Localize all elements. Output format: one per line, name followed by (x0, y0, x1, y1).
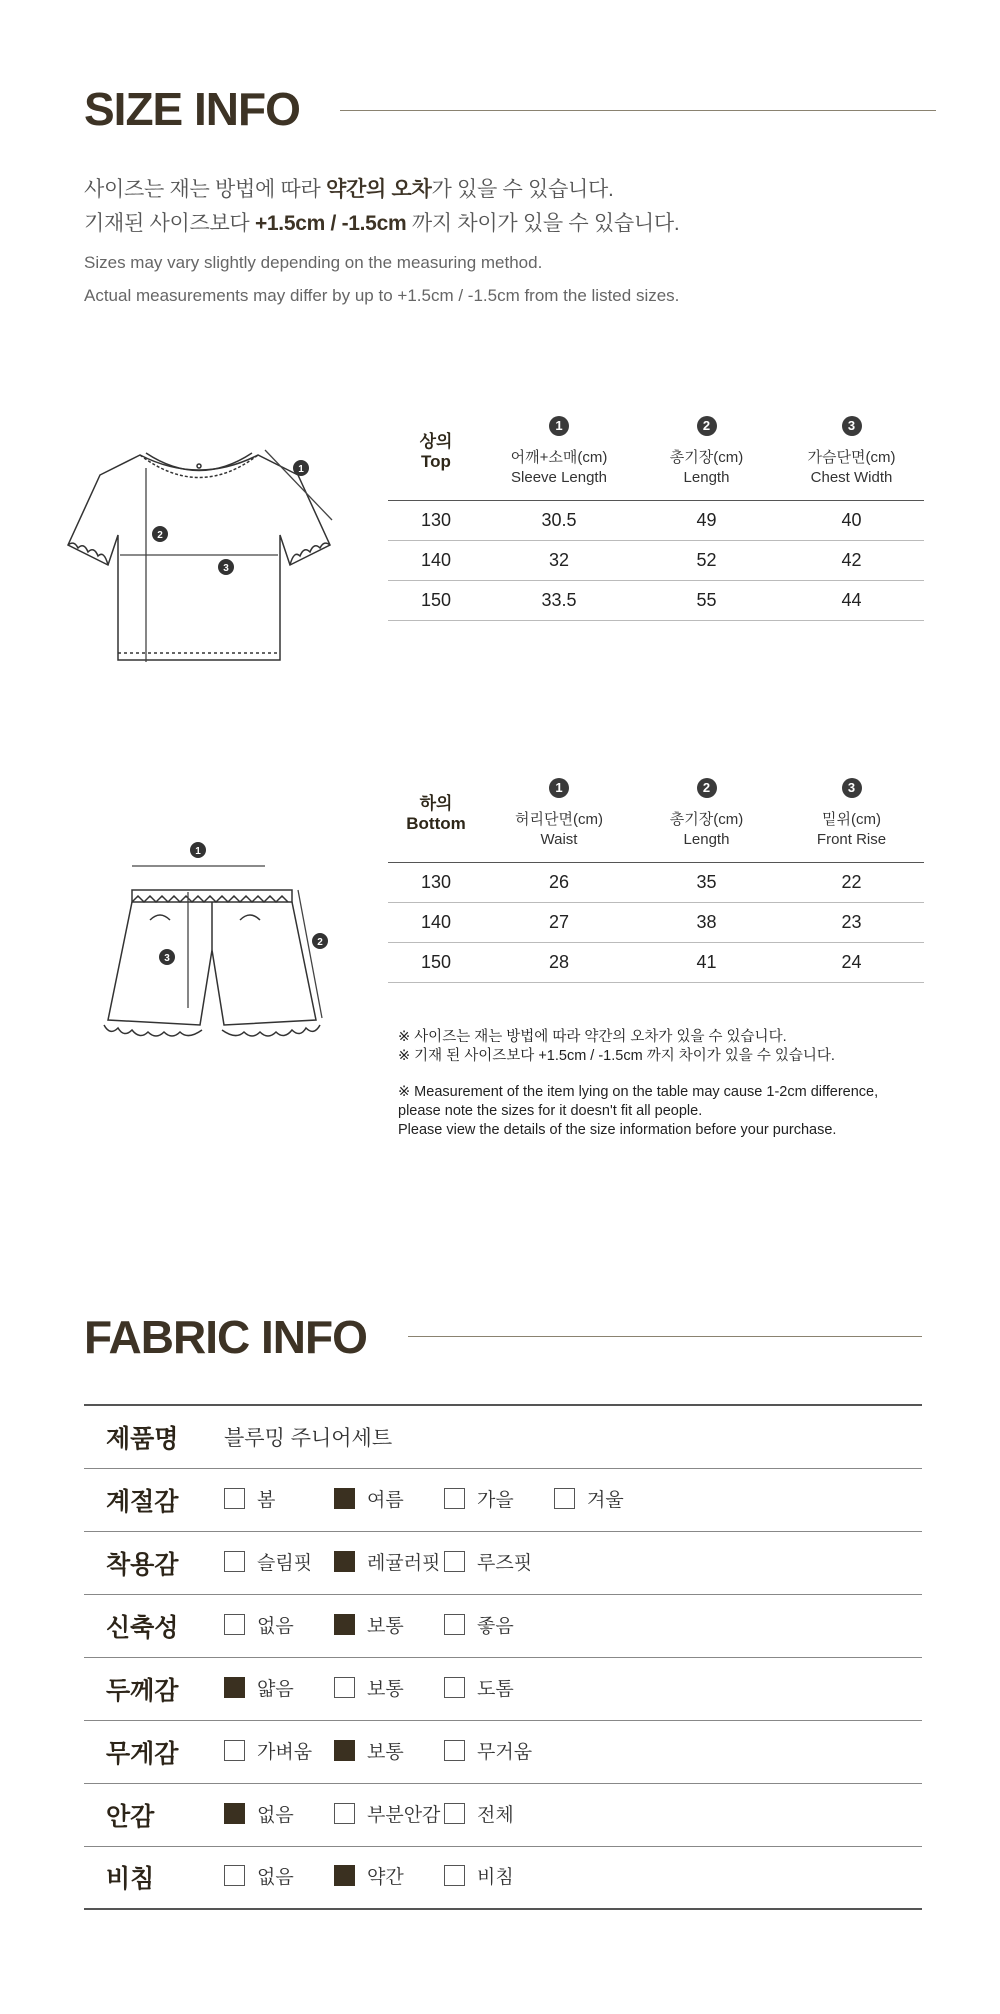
fabric-row (84, 1720, 922, 1783)
diagram-label-1: 1 (298, 464, 304, 475)
value-cell: 22 (779, 863, 924, 903)
fabric-option[interactable] (444, 1674, 554, 1701)
option-label: 보통 (367, 1678, 404, 1700)
value-cell: 38 (634, 903, 779, 943)
fabric-option[interactable] (224, 1800, 334, 1827)
diagram-label-3: 3 (164, 953, 170, 964)
checkbox-checked[interactable] (224, 1803, 245, 1824)
checkbox-unchecked[interactable] (554, 1488, 575, 1509)
checkbox-unchecked[interactable] (224, 1614, 245, 1635)
checkbox-unchecked[interactable] (444, 1488, 465, 1509)
note-line: please note the sizes for it doesn't fit all people. (398, 1103, 703, 1119)
fabric-row (84, 1657, 922, 1720)
fabric-option[interactable] (444, 1862, 554, 1889)
fabric-row (84, 1468, 922, 1531)
col-header-waist (484, 778, 634, 863)
fabric-option[interactable] (444, 1737, 554, 1764)
bottom-garment-diagram (90, 840, 350, 1050)
option-label: 겨울 (587, 1489, 624, 1511)
size-cell: 130 (388, 501, 484, 541)
fabric-options (224, 1783, 922, 1846)
table-row (388, 541, 924, 581)
option-label: 레귤러핏 (367, 1552, 441, 1574)
note-line: ※ Measurement of the item lying on the table may cause 1-2cm difference, (398, 1084, 879, 1100)
value-cell: 35 (634, 863, 779, 903)
checkbox-unchecked[interactable] (334, 1803, 355, 1824)
size-info-rule (340, 110, 936, 111)
col-header-ko: 허리단면(cm) (515, 811, 603, 828)
top-row-header (388, 416, 484, 501)
option-label: 가을 (477, 1489, 514, 1511)
intro-ko-line1 (84, 173, 613, 203)
fabric-table (84, 1404, 922, 1910)
value-cell: 26 (484, 863, 634, 903)
option-label: 보통 (367, 1615, 404, 1637)
table-row (388, 501, 924, 541)
col-number-badge: 2 (697, 416, 717, 436)
checkbox-unchecked[interactable] (224, 1551, 245, 1572)
fabric-row-label: 두께감 (106, 1676, 179, 1705)
option-label: 봄 (257, 1489, 276, 1511)
option-label: 얇음 (257, 1678, 294, 1700)
value-cell: 49 (634, 501, 779, 541)
option-label: 부분안감 (367, 1804, 441, 1826)
option-label: 가벼움 (257, 1741, 313, 1763)
fabric-option[interactable] (224, 1611, 334, 1638)
col-number-badge: 2 (697, 778, 717, 798)
col-header-en: Length (683, 831, 730, 848)
col-header-en: Chest Width (810, 469, 893, 486)
option-label: 없음 (257, 1804, 294, 1826)
option-label: 슬림핏 (257, 1552, 313, 1574)
col-header-en: Sleeve Length (511, 469, 607, 486)
col-header-en: Waist (540, 831, 578, 848)
checkbox-unchecked[interactable] (444, 1865, 465, 1886)
intro-ko-bold: 약간의 오차 (325, 178, 432, 201)
fabric-option[interactable] (444, 1548, 554, 1575)
value-cell: 41 (634, 943, 779, 983)
diagram-label-2: 2 (317, 937, 323, 948)
checkbox-unchecked[interactable] (334, 1677, 355, 1698)
row-header-en: Bottom (406, 814, 466, 833)
notes-en (398, 1083, 878, 1140)
fabric-row (84, 1783, 922, 1846)
fabric-options (224, 1531, 922, 1594)
table-row (388, 943, 924, 983)
checkbox-unchecked[interactable] (444, 1803, 465, 1824)
table-row (388, 903, 924, 943)
top-size-table (388, 416, 924, 621)
option-label: 보통 (367, 1741, 404, 1763)
option-label: 없음 (257, 1615, 294, 1637)
fabric-option[interactable] (334, 1611, 444, 1638)
fabric-row-label: 착용감 (106, 1550, 179, 1579)
note-line: ※ 사이즈는 재는 방법에 따라 약간의 오차가 있을 수 있습니다. (398, 1029, 787, 1045)
value-cell: 27 (484, 903, 634, 943)
col-header-length (634, 778, 779, 863)
fabric-row-label: 비침 (106, 1865, 155, 1894)
value-cell: 32 (484, 541, 634, 581)
option-label: 없음 (257, 1867, 294, 1889)
fabric-options (224, 1468, 922, 1531)
size-info-title: SIZE INFO (84, 83, 300, 135)
col-header-en: Length (683, 469, 730, 486)
checkbox-checked[interactable] (334, 1740, 355, 1761)
size-cell: 150 (388, 581, 484, 621)
fabric-info-title: FABRIC INFO (84, 1311, 367, 1363)
intro-ko-line2 (84, 207, 679, 237)
fabric-option[interactable] (334, 1737, 444, 1764)
bottom-row-header (388, 778, 484, 863)
col-header-en: Front Rise (816, 831, 887, 848)
intro-ko-bold: +1.5cm / -1.5cm (254, 212, 407, 235)
col-header-sleeve (484, 416, 634, 501)
col-header-chest (779, 416, 924, 501)
checkbox-unchecked[interactable] (444, 1677, 465, 1698)
fabric-option[interactable] (224, 1674, 334, 1701)
value-cell: 24 (779, 943, 924, 983)
value-cell: 55 (634, 581, 779, 621)
checkbox-checked[interactable] (334, 1614, 355, 1635)
fabric-option[interactable] (224, 1862, 334, 1889)
col-header-ko: 가슴단면(cm) (807, 449, 896, 466)
notes-ko (398, 1028, 835, 1066)
checkbox-checked[interactable] (334, 1488, 355, 1509)
value-cell: 28 (484, 943, 634, 983)
product-name: 블루밍 주니어세트 (224, 1426, 393, 1450)
fabric-option[interactable] (444, 1611, 554, 1638)
checkbox-checked[interactable] (224, 1677, 245, 1698)
intro-ko-text: 사이즈는 재는 방법에 따라 (84, 178, 326, 201)
fabric-row-label: 무게감 (106, 1739, 179, 1768)
row-header-ko: 하의 (419, 794, 453, 813)
col-header-front-rise (779, 778, 924, 863)
checkbox-checked[interactable] (334, 1865, 355, 1886)
fabric-options (224, 1846, 922, 1909)
option-label: 여름 (367, 1489, 404, 1511)
value-cell: 42 (779, 541, 924, 581)
checkbox-unchecked[interactable] (444, 1614, 465, 1635)
option-label: 좋음 (477, 1615, 514, 1637)
fabric-option[interactable] (444, 1800, 554, 1827)
fabric-row-label: 신축성 (106, 1613, 179, 1642)
note-line: Please view the details of the size information before your purchase. (398, 1122, 837, 1138)
intro-ko-text: 가 있을 수 있습니다. (431, 178, 614, 201)
fabric-row-product (84, 1405, 922, 1468)
size-cell: 140 (388, 903, 484, 943)
col-number-badge: 1 (549, 778, 569, 798)
col-number-badge: 3 (842, 416, 862, 436)
value-cell: 30.5 (484, 501, 634, 541)
diagram-label-3: 3 (223, 563, 229, 574)
option-label: 전체 (477, 1804, 514, 1826)
option-label: 도톰 (477, 1678, 514, 1700)
checkbox-unchecked[interactable] (224, 1488, 245, 1509)
option-label: 무거움 (477, 1741, 533, 1763)
checkbox-unchecked[interactable] (444, 1740, 465, 1761)
row-header-en: Top (421, 452, 451, 471)
intro-ko-text: 기재된 사이즈보다 (84, 212, 255, 235)
fabric-option[interactable] (334, 1800, 444, 1827)
size-cell: 130 (388, 863, 484, 903)
col-header-ko: 밑위(cm) (822, 811, 881, 828)
fabric-row-label: 계절감 (106, 1487, 179, 1516)
table-row (388, 581, 924, 621)
fabric-option[interactable] (334, 1485, 444, 1512)
value-cell: 33.5 (484, 581, 634, 621)
col-header-ko: 총기장(cm) (669, 811, 744, 828)
table-row (388, 863, 924, 903)
col-header-length (634, 416, 779, 501)
option-label: 비침 (477, 1867, 514, 1889)
fabric-row (84, 1846, 922, 1909)
fabric-row-label: 제품명 (106, 1424, 179, 1453)
checkbox-unchecked[interactable] (444, 1551, 465, 1572)
fabric-row (84, 1531, 922, 1594)
fabric-option[interactable] (334, 1862, 444, 1889)
checkbox-unchecked[interactable] (224, 1740, 245, 1761)
fabric-option[interactable] (334, 1674, 444, 1701)
note-line: ※ 기재 된 사이즈보다 +1.5cm / -1.5cm 까지 차이가 있을 수 있습니다. (398, 1048, 835, 1064)
bottom-size-table (388, 778, 924, 983)
col-number-badge: 1 (549, 416, 569, 436)
col-header-ko: 어깨+소매(cm) (510, 449, 608, 466)
col-number-badge: 3 (842, 778, 862, 798)
value-cell: 23 (779, 903, 924, 943)
value-cell: 40 (779, 501, 924, 541)
fabric-row-label: 안감 (106, 1802, 155, 1831)
fabric-option[interactable] (224, 1485, 334, 1512)
fabric-option[interactable] (444, 1485, 554, 1512)
fabric-option[interactable] (334, 1548, 444, 1575)
size-cell: 150 (388, 943, 484, 983)
option-label: 루즈핏 (477, 1552, 533, 1574)
diagram-label-2: 2 (157, 530, 163, 541)
fabric-row (84, 1594, 922, 1657)
fabric-options (224, 1657, 922, 1720)
intro-ko-text: 까지 차이가 있을 수 있습니다. (406, 212, 680, 235)
checkbox-checked[interactable] (334, 1551, 355, 1572)
value-cell: 44 (779, 581, 924, 621)
intro-en-line2: Actual measurements may differ by up to +1.5cm / -1.5cm from the listed sizes. (84, 286, 680, 305)
value-cell: 52 (634, 541, 779, 581)
size-cell: 140 (388, 541, 484, 581)
col-header-ko: 총기장(cm) (669, 449, 744, 466)
fabric-options (224, 1720, 922, 1783)
row-header-ko: 상의 (419, 432, 453, 451)
top-garment-diagram (60, 440, 350, 670)
fabric-option[interactable] (224, 1548, 334, 1575)
fabric-option[interactable] (224, 1737, 334, 1764)
intro-en-line1: Sizes may vary slightly depending on the measuring method. (84, 253, 543, 272)
checkbox-unchecked[interactable] (224, 1865, 245, 1886)
fabric-option[interactable] (554, 1485, 646, 1512)
fabric-info-rule (408, 1336, 922, 1337)
option-label: 약간 (367, 1867, 404, 1889)
fabric-options (224, 1594, 922, 1657)
diagram-label-1: 1 (195, 846, 201, 857)
